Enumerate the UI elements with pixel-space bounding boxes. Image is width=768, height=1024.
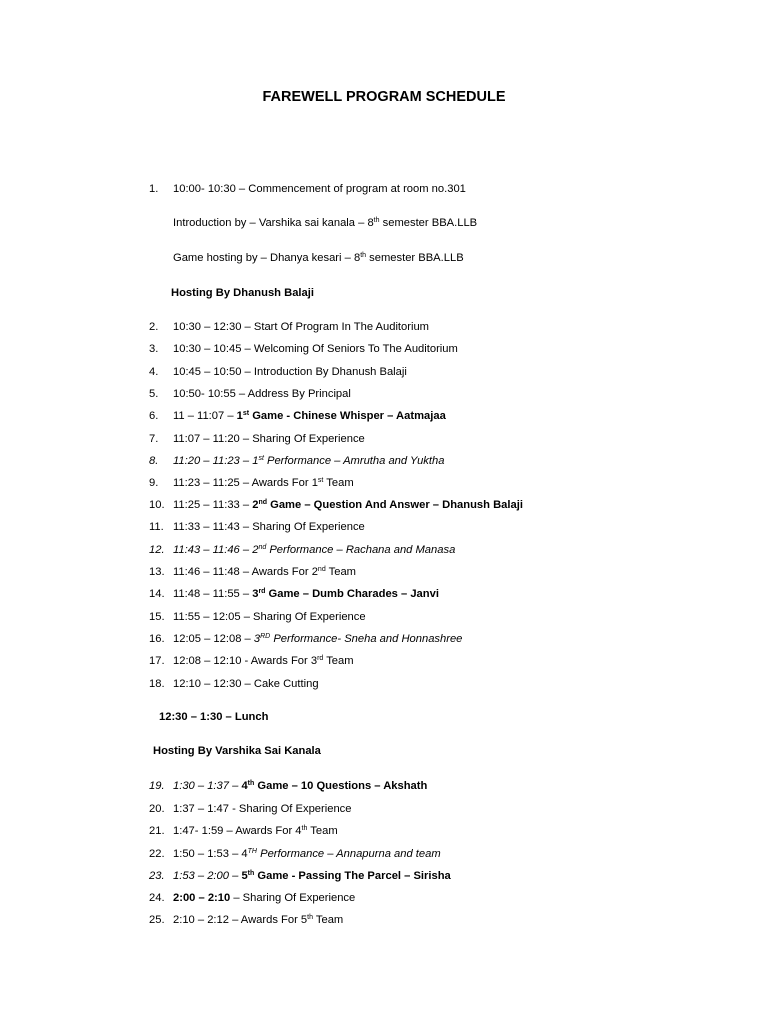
item-text [173,586,439,602]
item-text: 11:07 – 11:20 – Sharing Of Experience [173,433,365,445]
item-time: 11:46 – 11:48 – Awards For 2 [173,566,318,578]
item-number: 16. [149,633,165,645]
item-sup: rd [317,655,324,662]
item-number: 18. [149,678,165,690]
item-text [173,497,523,513]
item-sup: th [247,780,255,787]
game-hosting-text-end: semester BBA.LLB [366,252,464,264]
item-event: Game – Dumb Charades – Janvi [265,588,439,600]
item-time: 12:08 – 12:10 - Awards For 3 [173,655,318,667]
item-ordinal: 3 [252,588,259,600]
item-sup: nd [317,566,326,573]
item-event: Team [323,655,354,667]
lunch-line: 12:30 – 1:30 – Lunch [159,711,269,723]
item-text [173,778,427,794]
item-text: 10:50- 10:55 – Address By Principal [173,388,351,400]
hosting-heading-2: Hosting By Varshika Sai Kanala [153,745,321,757]
item-event: Performance – Amrutha and Yuktha [263,455,445,467]
item-text [173,475,354,491]
item-text: 10:00- 10:30 – Commencement of program at room no.301 [173,183,466,195]
item-number: 17. [149,655,165,667]
item-text [173,631,462,647]
item-time: 11:23 – 11:25 – Awards For 1 [173,477,318,489]
item-sup: nd [258,544,267,551]
item-sup: RD [260,633,271,640]
item-event: Performance- Sneha and Honnashree [270,633,463,645]
item-text: 10:30 – 10:45 – Welcoming Of Seniors To The Auditorium [173,343,458,355]
item-sup: th [247,870,255,877]
item-time: 1:50 – 1:53 – 4 [173,848,248,860]
item-text: 12:10 – 12:30 – Cake Cutting [173,678,319,690]
item-time: 11:25 – 11:33 – [173,499,253,511]
item-event: Game – 10 Questions – Akshath [254,780,428,792]
intro-sup: th [373,217,380,224]
item-number: 23. [149,870,165,882]
item-number: 25. [149,914,165,926]
item-time: 2:00 – 2:10 [173,892,231,904]
item-number: 8. [149,455,159,467]
item-text: 11:33 – 11:43 – Sharing Of Experience [173,521,365,533]
item-ordinal: 5 [241,870,248,882]
item-event: Game – Question And Answer – Dhanush Balaji [267,499,523,511]
item-number: 14. [149,588,165,600]
item-event: – Sharing Of Experience [230,892,356,904]
item-time: 1:30 – 1:37 – [173,780,242,792]
item-number: 10. [149,499,165,511]
item-ordinal: 3 [253,633,261,645]
item-text [173,890,355,906]
item-ordinal: 2 [252,499,259,511]
item-sup: st [317,477,324,484]
item-number: 5. [149,388,159,400]
item-text [173,542,455,558]
item-event: Team [312,914,344,926]
item-time: 12:05 – 12:08 – [173,633,254,645]
item-number: 24. [149,892,165,904]
item-text [173,823,338,839]
item-event: Team [307,825,338,837]
item-text: 10:30 – 12:30 – Start Of Program In The Auditorium [173,321,430,333]
item-time: 11:43 – 11:46 – 2 [173,544,259,556]
item-number: 2. [149,321,159,333]
intro-text: Introduction by – Varshika sai kanala – 8 [173,217,374,229]
document-title: FAREWELL PROGRAM SCHEDULE [262,89,506,105]
item-number: 3. [149,343,159,355]
item-number: 6. [149,410,159,422]
item-time: 1:53 – 2:00 – [173,870,242,882]
item-ordinal: 1 [236,410,243,422]
item-text: 11:55 – 12:05 – Sharing Of Experience [173,611,366,623]
item-sup: nd [258,499,268,506]
item-text [173,653,354,669]
game-hosting-sup: th [360,252,367,259]
item-text [173,564,356,580]
item-number: 1. [149,183,159,195]
item-sup: th [307,914,313,921]
item-text [173,912,343,928]
item-event: Performance – Rachana and Manasa [266,544,456,556]
item-event: Game - Chinese Whisper – Aatmajaa [249,410,446,422]
item-event: Game - Passing The Parcel – Sirisha [254,870,451,882]
item-time: 1:47- 1:59 – Awards For 4 [173,825,302,837]
item-sup: TH [247,848,257,855]
item-event: Team [325,566,356,578]
item-time: 11:20 – 11:23 – 1 [173,455,259,467]
item-number: 7. [149,433,159,445]
item-number: 22. [149,848,165,860]
item-number: 11. [149,521,164,533]
item-text [173,868,451,884]
item-number: 15. [149,611,165,623]
item-number: 19. [149,780,165,792]
item-event: Performance – Annapurna and team [257,848,441,860]
item-text [173,453,444,469]
item-number: 9. [149,477,159,489]
item-text: 10:45 – 10:50 – Introduction By Dhanush Balaji [173,366,407,378]
item-sup: st [242,410,250,417]
game-hosting-text: Game hosting by – Dhanya kesari – 8 [173,252,361,264]
intro-text-end: semester BBA.LLB [379,217,478,229]
item-text [173,846,441,862]
item-time: 11 – 11:07 – [173,410,237,422]
item-number: 20. [149,803,165,815]
hosting-heading-1: Hosting By Dhanush Balaji [171,287,314,299]
item-time: 2:10 – 2:12 – Awards For 5 [173,914,308,926]
item-text: 1:37 – 1:47 - Sharing Of Experience [173,803,352,815]
item-time: 11:48 – 11:55 – [173,588,253,600]
item-sup: th [301,825,308,832]
item-number: 12. [149,544,165,556]
item-number: 4. [149,366,159,378]
item-sup: st [258,455,264,462]
item-sup: rd [258,588,266,595]
item-ordinal: 4 [241,780,248,792]
item-number: 21. [149,825,165,837]
item-text [173,408,446,424]
item-event: Team [323,477,354,489]
item-number: 13. [149,566,165,578]
